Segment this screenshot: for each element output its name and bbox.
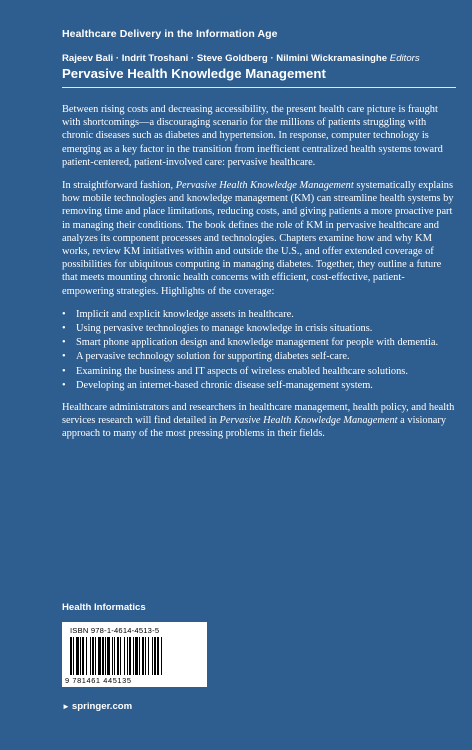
paragraph-overview-start: In straightforward fashion, — [62, 180, 176, 192]
list-item: • Smart phone application design and knowledge management for people with dementia. — [62, 336, 456, 349]
list-item: • Implicit and explicit knowledge assets in healthcare. — [62, 308, 456, 321]
description-body — [62, 103, 456, 451]
isbn-text: ISBN 978-1-4614-4513-5 — [70, 626, 160, 635]
list-item: • Developing an internet-based chronic disease self-management system. — [62, 379, 456, 392]
arrow-right-icon: ► — [62, 702, 70, 711]
series-title: Healthcare Delivery in the Information Age — [62, 28, 278, 40]
book-title-inline: Pervasive Health Knowledge Management — [219, 415, 398, 427]
book-title: Pervasive Health Knowledge Management — [62, 66, 326, 81]
list-item: • Using pervasive technologies to manage knowledge in crisis situations. — [62, 322, 456, 335]
paragraph-overview — [62, 179, 456, 298]
barcode-panel — [62, 622, 207, 687]
header-divider — [62, 87, 456, 88]
barcode-number: 9 781461 445135 — [65, 676, 132, 685]
authors-names: Rajeev Bali · Indrit Troshani · Steve Goldberg · Nilmini Wickramasinghe — [62, 53, 388, 64]
paragraph-audience-rest: a visionary approach to many of the most pressing problems in their fields. — [62, 415, 447, 440]
highlights-list — [62, 308, 456, 392]
barcode-icon — [70, 637, 198, 675]
list-item: • Examining the business and IT aspects of wireless enabled healthcare solutions. — [62, 365, 456, 378]
paragraph-intro: Between rising costs and decreasing accessibility, the present health care picture is fraught with shortcomings—a discouraging scenario for the millions of patients struggling with chronic diseases such as diabetes and hypertension. In response, computer technology is emerging as a key factor in the transition from inefficient centralized health systems toward patient-centered, patient-involved care: pervasive healthcare. — [62, 104, 443, 168]
paragraph-audience — [62, 401, 456, 441]
subject-category: Health Informatics — [62, 602, 146, 613]
paragraph-audience-start: Healthcare administrators and researchers in healthcare management, health policy, and health services research will find detailed in — [62, 402, 455, 427]
list-item: • A pervasive technology solution for supporting diabetes self-care. — [62, 350, 456, 363]
authors-line — [62, 53, 420, 64]
publisher-website-label: springer.com — [71, 701, 133, 712]
book-title-inline: Pervasive Health Knowledge Management — [175, 180, 354, 192]
publisher-website[interactable] — [62, 701, 132, 712]
paragraph-overview-rest: systematically explains how mobile technologies and knowledge management (KM) can streamline health systems by removing time and place limitations, reducing costs, and giving patients a more proactive part in managing their conditions. The book defines the role of KM in pervasive healthcare and analyzes its component processes and technologies. Chapters examine how and why KM works, review KM initiatives within and outside the U.S., and offer extended coverage of possibilities for ubiquitous computing in managing diabetes. Together, they outline a future that meets mounting chronic health concerns with efficient, cost-effective, patient-empowering strategies. Highlights of the coverage: — [62, 180, 454, 297]
editors-label: Editors — [389, 53, 420, 64]
